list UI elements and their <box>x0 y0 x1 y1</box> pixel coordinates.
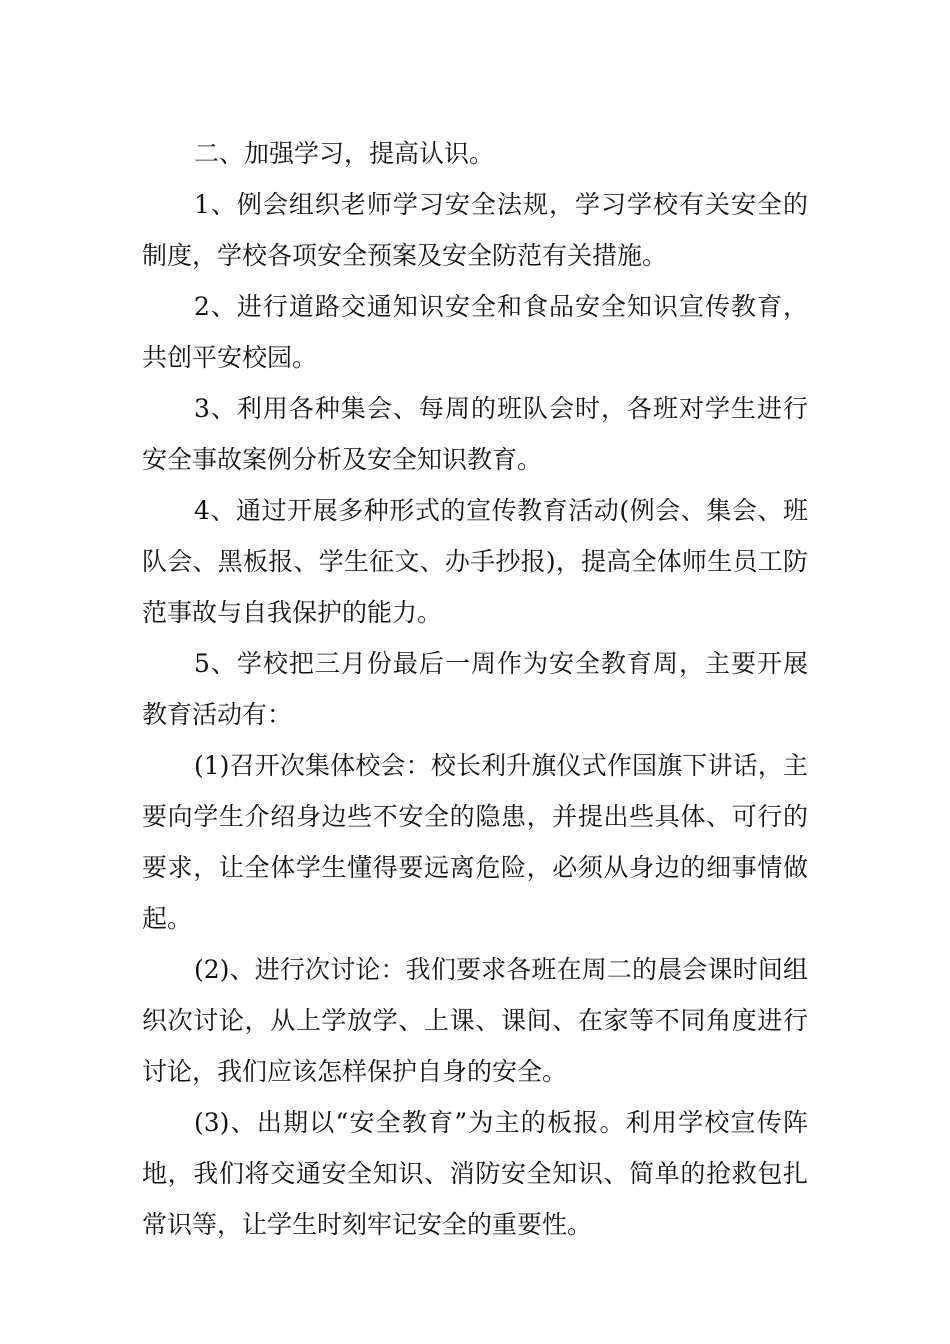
section-heading: 二、加强学习，提高认识。 <box>194 139 495 168</box>
paragraph-item-4: 4、通过开展多种形式的宣传教育活动(例会、集会、班队会、黑板报、学生征文、办手抄报)，提高全体师生员工防范事故与自我保护的能力。 <box>142 496 808 627</box>
paragraph-subitem-1: (1)召开次集体校会：校长利升旗仪式作国旗下讲话，主要向学生介绍身边些不安全的隐患，并提出些具体、可行的要求，让全体学生懂得要远离危险，必须从身边的细事情做起。 <box>142 751 808 933</box>
paragraph-subitem-2: (2)、进行次讨论：我们要求各班在周二的晨会课时间组织次讨论，从上学放学、上课、课间、在家等不同角度进行讨论，我们应该怎样保护自身的安全。 <box>142 955 808 1086</box>
paragraph-item-1: 1、例会组织老师学习安全法规，学习学校有关安全的制度，学校各项安全预案及安全防范有关措施。 <box>142 190 808 270</box>
paragraph-subitem-3: (3)、出期以“安全教育”为主的板报。利用学校宣传阵地，我们将交通安全知识、消防安全知识、简单的抢救包扎常识等，让学生时刻牢记安全的重要性。 <box>142 1108 808 1239</box>
document-body <box>142 128 808 1250</box>
paragraph-item-5: 5、学校把三月份最后一周作为安全教育周，主要开展教育活动有： <box>142 649 808 729</box>
paragraph-item-2: 2、进行道路交通知识安全和食品安全知识宣传教育，共创平安校园。 <box>142 292 808 372</box>
paragraph-item-3: 3、利用各种集会、每周的班队会时，各班对学生进行安全事故案例分析及安全知识教育。 <box>142 394 808 474</box>
